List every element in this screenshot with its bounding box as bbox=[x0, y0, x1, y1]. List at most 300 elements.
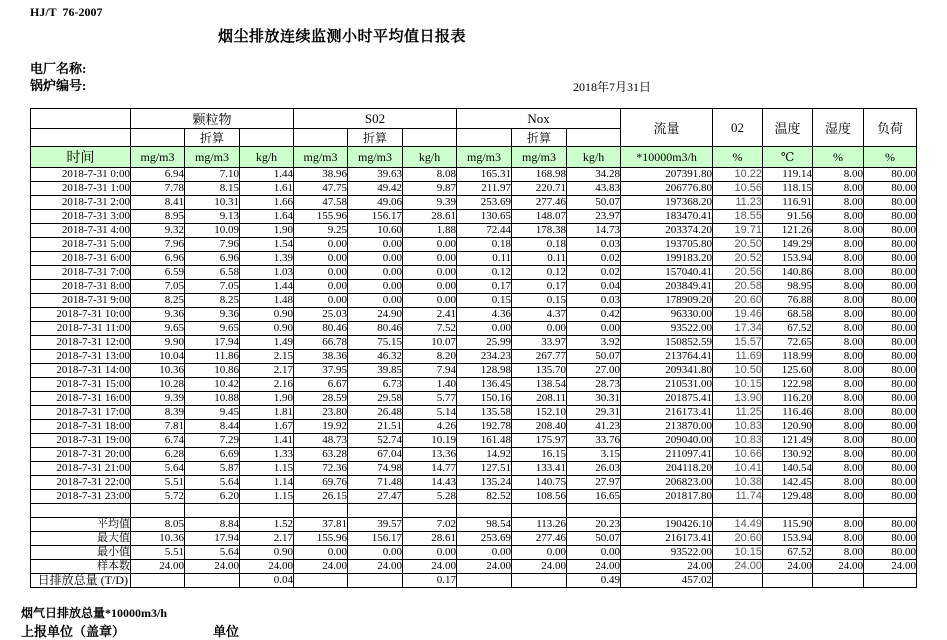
data-cell: 207391.80 bbox=[621, 168, 713, 182]
data-cell: 0.00 bbox=[403, 546, 457, 560]
blank-cell bbox=[185, 504, 240, 518]
data-cell: 0.00 bbox=[348, 266, 403, 280]
data-cell: 17.34 bbox=[713, 322, 763, 336]
data-cell: 8.08 bbox=[403, 168, 457, 182]
data-cell: 7.05 bbox=[131, 280, 185, 294]
data-cell: 69.76 bbox=[294, 476, 348, 490]
data-cell: 0.90 bbox=[240, 308, 294, 322]
data-cell: 8.00 bbox=[813, 224, 864, 238]
data-cell: 1.67 bbox=[240, 420, 294, 434]
summary-label: 最小值 bbox=[31, 546, 131, 560]
table-row bbox=[31, 224, 917, 238]
data-cell: 136.45 bbox=[457, 378, 512, 392]
data-cell: 457.02 bbox=[621, 574, 713, 588]
data-cell: 8.00 bbox=[813, 476, 864, 490]
data-cell: 135.24 bbox=[457, 476, 512, 490]
table-row bbox=[31, 238, 917, 252]
blank-cell bbox=[621, 504, 713, 518]
data-cell: 1.14 bbox=[240, 476, 294, 490]
data-cell: 8.00 bbox=[813, 392, 864, 406]
data-cell: 28.59 bbox=[294, 392, 348, 406]
data-cell: 7.96 bbox=[131, 238, 185, 252]
table-row bbox=[31, 196, 917, 210]
data-cell: 20.56 bbox=[713, 266, 763, 280]
data-cell: 1.39 bbox=[240, 252, 294, 266]
blank-cell bbox=[240, 129, 294, 147]
data-cell: 1.15 bbox=[240, 490, 294, 504]
data-cell: 9.87 bbox=[403, 182, 457, 196]
data-cell: 8.00 bbox=[813, 294, 864, 308]
data-cell: 38.96 bbox=[294, 168, 348, 182]
data-cell: 39.63 bbox=[348, 168, 403, 182]
data-cell: 9.25 bbox=[294, 224, 348, 238]
time-cell: 2018-7-31 1:00 bbox=[31, 182, 131, 196]
data-cell: 7.05 bbox=[185, 280, 240, 294]
data-cell: 7.78 bbox=[131, 182, 185, 196]
data-cell: 27.00 bbox=[567, 364, 621, 378]
data-cell: 153.94 bbox=[763, 532, 813, 546]
data-cell: 0.00 bbox=[457, 546, 512, 560]
data-cell: 6.96 bbox=[131, 252, 185, 266]
data-cell: 29.31 bbox=[567, 406, 621, 420]
data-cell: 6.59 bbox=[131, 266, 185, 280]
table-row bbox=[31, 490, 917, 504]
time-cell: 2018-7-31 17:00 bbox=[31, 406, 131, 420]
data-cell: 193705.80 bbox=[621, 238, 713, 252]
data-cell: 6.28 bbox=[131, 448, 185, 462]
data-cell: 161.48 bbox=[457, 434, 512, 448]
data-cell: 16.65 bbox=[567, 490, 621, 504]
data-cell: 39.57 bbox=[348, 518, 403, 532]
header-row-units bbox=[31, 147, 917, 168]
data-cell: 6.67 bbox=[294, 378, 348, 392]
data-cell: 80.46 bbox=[348, 322, 403, 336]
data-cell: 1.64 bbox=[240, 210, 294, 224]
data-cell: 10.66 bbox=[713, 448, 763, 462]
data-cell: 8.00 bbox=[813, 420, 864, 434]
data-cell: 67.52 bbox=[763, 322, 813, 336]
unit-header: mg/m3 bbox=[512, 147, 567, 168]
data-cell: 201875.41 bbox=[621, 392, 713, 406]
data-cell: 9.36 bbox=[131, 308, 185, 322]
data-cell: 0.18 bbox=[512, 238, 567, 252]
table-row bbox=[31, 378, 917, 392]
col-o2: 02 bbox=[713, 109, 763, 147]
data-cell: 24.90 bbox=[348, 308, 403, 322]
data-cell: 3.92 bbox=[567, 336, 621, 350]
data-cell: 3.15 bbox=[567, 448, 621, 462]
data-cell: 7.94 bbox=[403, 364, 457, 378]
data-cell: 10.86 bbox=[185, 364, 240, 378]
data-cell: 24.00 bbox=[240, 560, 294, 574]
data-cell: 10.56 bbox=[713, 182, 763, 196]
data-cell: 10.15 bbox=[713, 546, 763, 560]
blank-cell bbox=[512, 504, 567, 518]
data-cell: 26.15 bbox=[294, 490, 348, 504]
unit-header: mg/m3 bbox=[185, 147, 240, 168]
time-cell: 2018-7-31 21:00 bbox=[31, 462, 131, 476]
data-cell: 0.00 bbox=[403, 280, 457, 294]
unit-header: mg/m3 bbox=[348, 147, 403, 168]
data-cell: 8.15 bbox=[185, 182, 240, 196]
data-cell: 142.45 bbox=[763, 476, 813, 490]
data-cell: 8.00 bbox=[813, 490, 864, 504]
data-cell: 150852.59 bbox=[621, 336, 713, 350]
data-cell: 1.90 bbox=[240, 224, 294, 238]
standard-number: HJ/T 76-2007 bbox=[30, 5, 103, 19]
unit-header: % bbox=[864, 147, 917, 168]
data-cell: 183470.41 bbox=[621, 210, 713, 224]
data-cell: 197368.20 bbox=[621, 196, 713, 210]
data-cell: 8.00 bbox=[813, 182, 864, 196]
data-cell: 10.50 bbox=[713, 364, 763, 378]
unit-header: mg/m3 bbox=[457, 147, 512, 168]
data-cell: 24.00 bbox=[567, 560, 621, 574]
data-cell: 122.98 bbox=[763, 378, 813, 392]
data-cell: 175.97 bbox=[512, 434, 567, 448]
data-cell: 14.92 bbox=[457, 448, 512, 462]
data-cell: 9.65 bbox=[185, 322, 240, 336]
data-cell: 80.00 bbox=[864, 266, 917, 280]
data-cell: 80.00 bbox=[864, 238, 917, 252]
data-cell: 80.00 bbox=[864, 378, 917, 392]
table-row bbox=[31, 434, 917, 448]
data-cell: 9.36 bbox=[185, 308, 240, 322]
data-cell: 8.00 bbox=[813, 364, 864, 378]
blank-cell bbox=[457, 504, 512, 518]
data-cell: 50.07 bbox=[567, 350, 621, 364]
data-cell: 80.46 bbox=[294, 322, 348, 336]
data-cell: 210531.00 bbox=[621, 378, 713, 392]
data-cell: 80.00 bbox=[864, 490, 917, 504]
data-cell: 10.15 bbox=[713, 378, 763, 392]
data-cell: 80.00 bbox=[864, 420, 917, 434]
so2-converted-header: 折算 bbox=[348, 129, 403, 147]
data-cell: 168.98 bbox=[512, 168, 567, 182]
data-cell: 116.91 bbox=[763, 196, 813, 210]
data-cell: 26.48 bbox=[348, 406, 403, 420]
data-cell: 93522.00 bbox=[621, 322, 713, 336]
data-cell: 7.10 bbox=[185, 168, 240, 182]
data-cell: 277.46 bbox=[512, 532, 567, 546]
unit-header: kg/h bbox=[240, 147, 294, 168]
table-row bbox=[31, 266, 917, 280]
data-cell: 2.17 bbox=[240, 364, 294, 378]
data-cell: 155.96 bbox=[294, 532, 348, 546]
unit-header: mg/m3 bbox=[131, 147, 185, 168]
data-cell: 24.00 bbox=[763, 560, 813, 574]
time-cell: 2018-7-31 3:00 bbox=[31, 210, 131, 224]
data-cell: 8.00 bbox=[813, 280, 864, 294]
data-cell: 0.00 bbox=[457, 322, 512, 336]
data-cell: 43.83 bbox=[567, 182, 621, 196]
table-row bbox=[31, 448, 917, 462]
data-cell: 8.00 bbox=[813, 462, 864, 476]
data-cell: 24.00 bbox=[131, 560, 185, 574]
data-cell: 20.60 bbox=[713, 294, 763, 308]
data-cell: 10.38 bbox=[713, 476, 763, 490]
data-cell: 11.86 bbox=[185, 350, 240, 364]
time-cell: 2018-7-31 14:00 bbox=[31, 364, 131, 378]
data-cell: 24.00 bbox=[512, 560, 567, 574]
data-cell: 10.83 bbox=[713, 434, 763, 448]
data-cell: 80.00 bbox=[864, 364, 917, 378]
data-cell: 130.65 bbox=[457, 210, 512, 224]
data-cell: 10.07 bbox=[403, 336, 457, 350]
table-body bbox=[31, 168, 917, 588]
data-cell: 127.51 bbox=[457, 462, 512, 476]
data-cell: 135.58 bbox=[457, 406, 512, 420]
data-cell: 118.99 bbox=[763, 350, 813, 364]
data-cell: 8.20 bbox=[403, 350, 457, 364]
data-cell: 140.86 bbox=[763, 266, 813, 280]
data-cell: 0.90 bbox=[240, 322, 294, 336]
data-cell: 149.29 bbox=[763, 238, 813, 252]
data-cell bbox=[131, 574, 185, 588]
data-cell: 1.49 bbox=[240, 336, 294, 350]
data-cell: 148.07 bbox=[512, 210, 567, 224]
blank-cell bbox=[240, 504, 294, 518]
data-cell: 1.03 bbox=[240, 266, 294, 280]
data-cell: 1.52 bbox=[240, 518, 294, 532]
data-cell: 8.84 bbox=[185, 518, 240, 532]
data-cell: 11.23 bbox=[713, 196, 763, 210]
data-cell: 2.16 bbox=[240, 378, 294, 392]
data-cell: 68.58 bbox=[763, 308, 813, 322]
data-cell: 213764.41 bbox=[621, 350, 713, 364]
report-date: 2018年7月31日 bbox=[573, 80, 652, 94]
unit-header: % bbox=[813, 147, 864, 168]
time-cell: 2018-7-31 5:00 bbox=[31, 238, 131, 252]
data-cell: 108.56 bbox=[512, 490, 567, 504]
data-cell: 203849.41 bbox=[621, 280, 713, 294]
unit-header: % bbox=[713, 147, 763, 168]
blank-cell bbox=[131, 504, 185, 518]
blank-cell bbox=[864, 504, 917, 518]
data-cell: 13.36 bbox=[403, 448, 457, 462]
data-cell: 1.61 bbox=[240, 182, 294, 196]
data-cell: 0.02 bbox=[567, 252, 621, 266]
data-cell: 133.41 bbox=[512, 462, 567, 476]
data-cell: 5.51 bbox=[131, 476, 185, 490]
data-cell: 25.99 bbox=[457, 336, 512, 350]
nox-converted-header: 折算 bbox=[512, 129, 567, 147]
data-cell: 153.94 bbox=[763, 252, 813, 266]
data-cell: 24.00 bbox=[713, 560, 763, 574]
data-cell: 0.00 bbox=[348, 252, 403, 266]
data-cell: 140.75 bbox=[512, 476, 567, 490]
data-cell: 156.17 bbox=[348, 210, 403, 224]
data-cell: 24.00 bbox=[348, 560, 403, 574]
data-cell: 8.00 bbox=[813, 378, 864, 392]
data-cell: 5.72 bbox=[131, 490, 185, 504]
data-cell: 157040.41 bbox=[621, 266, 713, 280]
data-cell: 253.69 bbox=[457, 196, 512, 210]
data-cell: 27.97 bbox=[567, 476, 621, 490]
data-cell: 93522.00 bbox=[621, 546, 713, 560]
data-cell bbox=[813, 574, 864, 588]
data-cell: 80.00 bbox=[864, 462, 917, 476]
data-cell: 178909.20 bbox=[621, 294, 713, 308]
data-cell: 27.47 bbox=[348, 490, 403, 504]
data-cell: 98.54 bbox=[457, 518, 512, 532]
unit-header: ℃ bbox=[763, 147, 813, 168]
data-cell: 24.00 bbox=[294, 560, 348, 574]
data-cell: 24.00 bbox=[403, 560, 457, 574]
data-cell: 21.51 bbox=[348, 420, 403, 434]
data-cell: 71.48 bbox=[348, 476, 403, 490]
data-cell: 5.14 bbox=[403, 406, 457, 420]
col-group-so2: S02 bbox=[294, 109, 457, 129]
data-cell: 28.73 bbox=[567, 378, 621, 392]
data-cell: 23.97 bbox=[567, 210, 621, 224]
data-cell: 8.00 bbox=[813, 322, 864, 336]
data-cell: 18.55 bbox=[713, 210, 763, 224]
unit-header: mg/m3 bbox=[294, 147, 348, 168]
data-cell: 0.00 bbox=[403, 294, 457, 308]
data-cell bbox=[185, 574, 240, 588]
data-cell: 0.12 bbox=[512, 266, 567, 280]
table-row bbox=[31, 210, 917, 224]
data-cell: 52.74 bbox=[348, 434, 403, 448]
data-cell: 19.46 bbox=[713, 308, 763, 322]
time-cell: 2018-7-31 19:00 bbox=[31, 434, 131, 448]
plant-name-label: 电厂名称: bbox=[30, 61, 87, 76]
col-flow: 流量 bbox=[621, 109, 713, 147]
data-cell: 5.51 bbox=[131, 546, 185, 560]
data-cell: 206823.00 bbox=[621, 476, 713, 490]
data-cell: 20.50 bbox=[713, 238, 763, 252]
time-cell: 2018-7-31 0:00 bbox=[31, 168, 131, 182]
data-cell: 14.43 bbox=[403, 476, 457, 490]
blank-cell bbox=[31, 129, 131, 147]
data-cell: 72.44 bbox=[457, 224, 512, 238]
blank-cell bbox=[294, 504, 348, 518]
data-cell: 6.74 bbox=[131, 434, 185, 448]
data-cell: 10.36 bbox=[131, 532, 185, 546]
data-cell: 17.94 bbox=[185, 532, 240, 546]
data-cell: 0.15 bbox=[457, 294, 512, 308]
data-cell: 49.06 bbox=[348, 196, 403, 210]
data-cell: 16.15 bbox=[512, 448, 567, 462]
col-group-pm: 颗粒物 bbox=[131, 109, 294, 129]
data-cell: 0.00 bbox=[294, 266, 348, 280]
data-cell: 80.00 bbox=[864, 350, 917, 364]
summary-row bbox=[31, 518, 917, 532]
data-cell: 209040.00 bbox=[621, 434, 713, 448]
data-cell: 17.94 bbox=[185, 336, 240, 350]
data-cell: 130.92 bbox=[763, 448, 813, 462]
data-cell: 98.95 bbox=[763, 280, 813, 294]
data-cell: 206776.80 bbox=[621, 182, 713, 196]
data-cell: 6.69 bbox=[185, 448, 240, 462]
data-cell: 1.44 bbox=[240, 168, 294, 182]
blank-cell bbox=[403, 129, 457, 147]
time-cell: 2018-7-31 11:00 bbox=[31, 322, 131, 336]
data-cell: 0.00 bbox=[294, 546, 348, 560]
data-cell: 8.00 bbox=[813, 434, 864, 448]
data-cell: 1.41 bbox=[240, 434, 294, 448]
time-cell: 2018-7-31 6:00 bbox=[31, 252, 131, 266]
data-cell: 8.00 bbox=[813, 448, 864, 462]
header-row-groups bbox=[31, 109, 917, 129]
data-cell: 80.00 bbox=[864, 434, 917, 448]
time-cell: 2018-7-31 2:00 bbox=[31, 196, 131, 210]
blank-cell bbox=[713, 504, 763, 518]
data-cell: 80.00 bbox=[864, 168, 917, 182]
data-cell: 165.31 bbox=[457, 168, 512, 182]
data-cell: 13.90 bbox=[713, 392, 763, 406]
data-cell: 0.03 bbox=[567, 294, 621, 308]
unit-header: kg/h bbox=[567, 147, 621, 168]
data-cell: 72.36 bbox=[294, 462, 348, 476]
blank-cell bbox=[457, 129, 512, 147]
data-cell: 0.00 bbox=[348, 546, 403, 560]
summary-row bbox=[31, 546, 917, 560]
time-column-header: 时间 bbox=[31, 147, 131, 168]
daily-total-note: 烟气日排放总量*10000m3/h bbox=[21, 606, 168, 620]
data-cell: 208.40 bbox=[512, 420, 567, 434]
data-cell: 11.25 bbox=[713, 406, 763, 420]
data-cell: 9.32 bbox=[131, 224, 185, 238]
data-cell: 34.28 bbox=[567, 168, 621, 182]
data-cell: 63.28 bbox=[294, 448, 348, 462]
data-cell: 0.11 bbox=[457, 252, 512, 266]
data-cell: 120.90 bbox=[763, 420, 813, 434]
time-cell: 2018-7-31 18:00 bbox=[31, 420, 131, 434]
data-cell: 0.90 bbox=[240, 546, 294, 560]
data-cell: 201817.80 bbox=[621, 490, 713, 504]
data-cell bbox=[763, 574, 813, 588]
data-cell: 7.29 bbox=[185, 434, 240, 448]
data-cell bbox=[348, 574, 403, 588]
data-cell: 10.88 bbox=[185, 392, 240, 406]
data-cell: 116.20 bbox=[763, 392, 813, 406]
data-cell: 49.42 bbox=[348, 182, 403, 196]
time-cell: 2018-7-31 16:00 bbox=[31, 392, 131, 406]
data-cell: 216173.41 bbox=[621, 532, 713, 546]
data-cell: 209341.80 bbox=[621, 364, 713, 378]
data-cell: 0.00 bbox=[512, 322, 567, 336]
data-cell: 129.48 bbox=[763, 490, 813, 504]
data-cell: 41.23 bbox=[567, 420, 621, 434]
data-cell: 80.00 bbox=[864, 336, 917, 350]
data-cell: 80.00 bbox=[864, 294, 917, 308]
report-table bbox=[30, 108, 917, 588]
table-row bbox=[31, 406, 917, 420]
time-cell: 2018-7-31 15:00 bbox=[31, 378, 131, 392]
data-cell: 8.44 bbox=[185, 420, 240, 434]
data-cell: 37.95 bbox=[294, 364, 348, 378]
data-cell: 0.00 bbox=[512, 546, 567, 560]
data-cell: 0.04 bbox=[567, 280, 621, 294]
data-cell: 8.00 bbox=[813, 350, 864, 364]
data-cell: 80.00 bbox=[864, 308, 917, 322]
data-cell: 10.09 bbox=[185, 224, 240, 238]
data-cell: 26.03 bbox=[567, 462, 621, 476]
data-cell: 39.85 bbox=[348, 364, 403, 378]
data-cell: 8.00 bbox=[813, 308, 864, 322]
table-row bbox=[31, 476, 917, 490]
data-cell: 8.25 bbox=[185, 294, 240, 308]
data-cell: 10.36 bbox=[131, 364, 185, 378]
data-cell: 0.00 bbox=[403, 266, 457, 280]
table-row bbox=[31, 252, 917, 266]
data-cell: 0.00 bbox=[403, 238, 457, 252]
data-cell: 5.64 bbox=[185, 546, 240, 560]
time-cell: 2018-7-31 4:00 bbox=[31, 224, 131, 238]
data-cell: 80.00 bbox=[864, 518, 917, 532]
